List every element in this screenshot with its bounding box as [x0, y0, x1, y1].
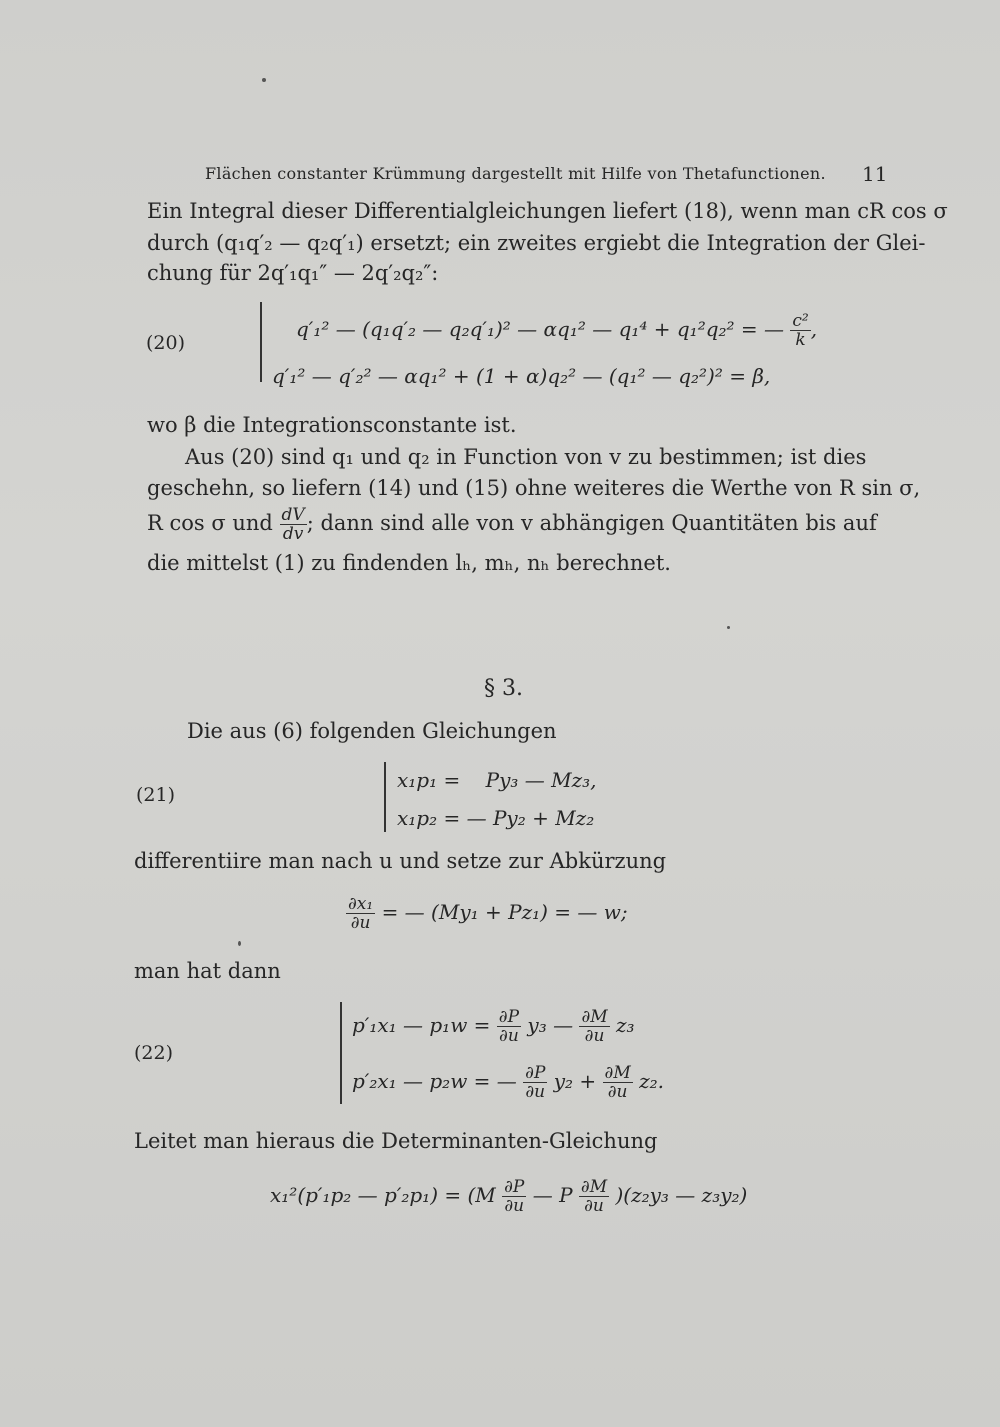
paragraph-line: Aus (20) sind q₁ und q₂ in Function von v zu bestimmen; ist dies: [185, 445, 867, 469]
equation-line: x₁p₂ = — Py₂ + Mz₂: [397, 806, 595, 830]
equation-number: (20): [146, 332, 186, 354]
paragraph-line: Die aus (6) folgenden Gleichungen: [187, 719, 557, 743]
paragraph-line: man hat dann: [134, 959, 281, 983]
equation-line: x₁p₁ = Py₃ — Mz₃,: [397, 768, 597, 792]
equation-line: q′₁² — (q₁q′₂ — q₂q′₁)² — αq₁² — q₁⁴ + q₁²q₂² = — $\frac{\text{c²}}{k}$ ,: [296, 311, 818, 350]
paragraph-line: Ein Integral dieser Differentialgleichungen liefert (18), wenn man cR cos σ: [147, 199, 948, 223]
equation-brace: [340, 1002, 342, 1104]
equation-line: $\frac{\text{∂x₁}}{\partial u}$ = — (My₁ + Pz₁) = — w;: [348, 894, 628, 933]
running-title: Flächen constanter Krümmung dargestellt mit Hilfe von Thetafunctionen.: [205, 164, 826, 183]
paragraph-line: Leitet man hieraus die Determinanten-Gleichung: [134, 1129, 658, 1153]
paragraph-line: wo β die Integrationsconstante ist.: [147, 413, 517, 437]
paragraph-line: die mittelst (1) zu findenden lₕ, mₕ, nₕ berechnet.: [147, 551, 671, 575]
paragraph-line: durch (q₁q′₂ — q₂q′₁) ersetzt; ein zweites ergiebt die Integration der Glei-: [147, 231, 926, 255]
section-heading: § 3.: [484, 676, 523, 701]
equation-line: q′₁² — q′₂² — αq₁² + (1 + α)q₂² — (q₁² — q₂²)² = β,: [272, 364, 771, 388]
paragraph-line: differentiire man nach u und setze zur Abkürzung: [134, 849, 667, 873]
paragraph-line: geschehn, so liefern (14) und (15) ohne weiteres die Werthe von R sin σ,: [147, 476, 921, 500]
equation-brace: [384, 762, 386, 832]
equation-line: x₁²(p′₁p₂ — p′₂p₁) = (M $\frac{\partial P}{\partial u}$ — P $\frac{\partial M}{\partial u}$ )(z₂y₃ — z₃y₂): [270, 1177, 748, 1216]
page-number: 11: [862, 162, 888, 186]
equation-number: (21): [136, 784, 176, 806]
equation-line: p′₁x₁ — p₁w = $\frac{\partial P}{\partial u}$ y₃ — $\frac{\partial M}{\partial u}$ z₃: [352, 1007, 635, 1046]
equation-number: (22): [134, 1042, 174, 1064]
equation-brace: [260, 302, 262, 382]
paragraph-line: chung für 2q′₁q₁″ — 2q′₂q₂″:: [147, 261, 439, 285]
paper-speck: [238, 941, 241, 946]
paper-speck: [262, 78, 266, 82]
paper-speck: [727, 626, 730, 629]
equation-line: p′₂x₁ — p₂w = — $\frac{\partial P}{\partial u}$ y₂ + $\frac{\partial M}{\partial u}$ z₂.: [352, 1063, 665, 1102]
paragraph-line: R cos σ und $\frac{dV}{dv}$ ; dann sind alle von v abhängigen Quantitäten bis auf: [147, 505, 877, 544]
